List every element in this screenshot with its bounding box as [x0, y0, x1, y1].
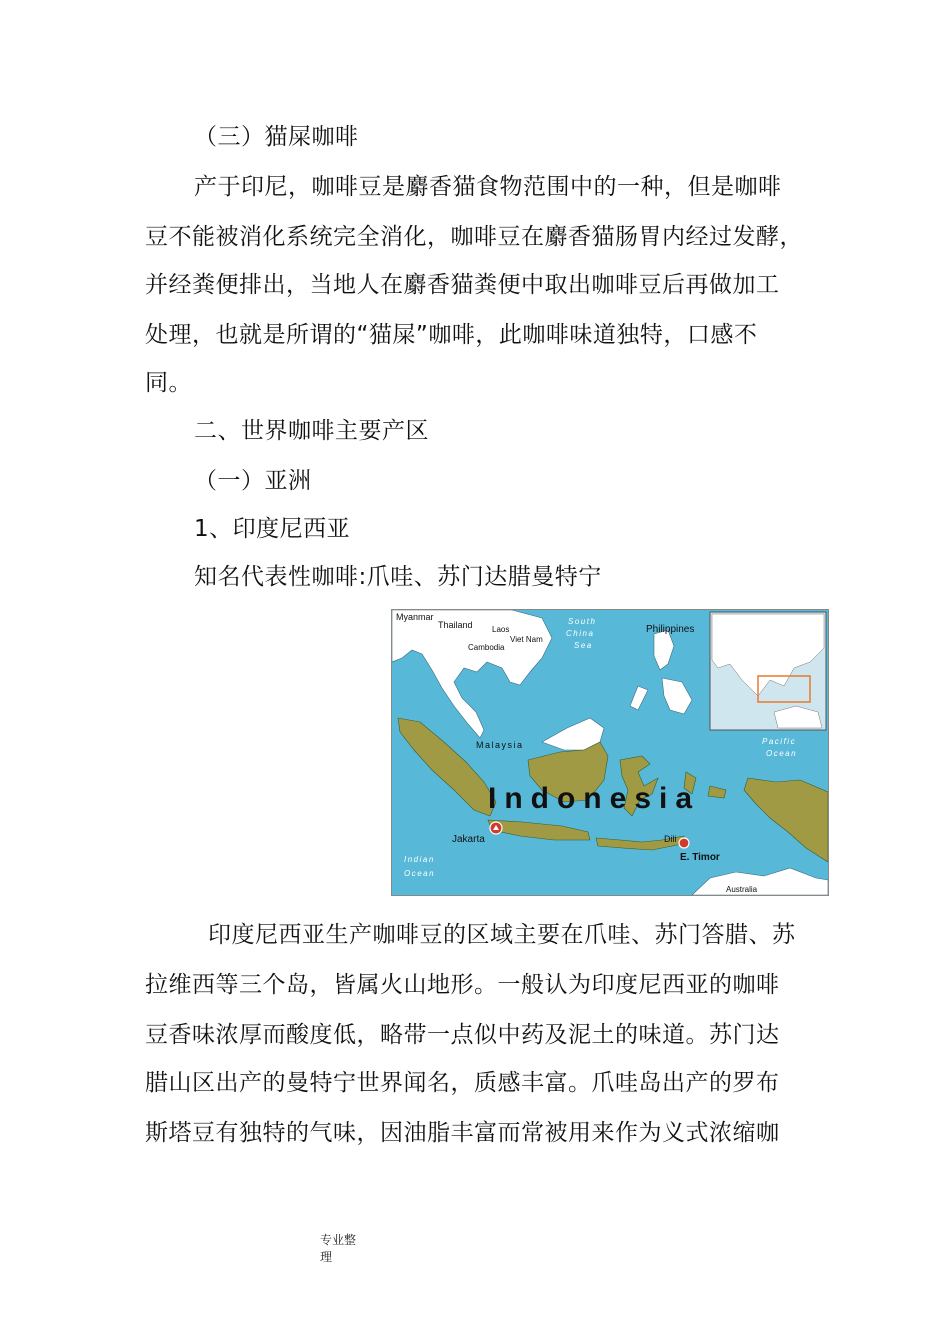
- label-south-china-sea: China: [566, 629, 595, 638]
- label-south-china-sea: South: [568, 617, 597, 626]
- paragraph-line: 豆香味浓厚而酸度低，略带一点似中药及泥土的味道。苏门达: [145, 1022, 780, 1048]
- label-vietnam: Viet Nam: [510, 635, 543, 644]
- label-malaysia: Malaysia: [476, 740, 524, 750]
- label-dili: Dili: [664, 834, 677, 844]
- paragraph-line: 同。: [145, 370, 192, 396]
- label-indonesia: Indonesia: [488, 782, 701, 815]
- section-heading: （三）猫屎咖啡: [194, 124, 359, 150]
- indonesia-map: [391, 609, 829, 896]
- label-e-timor: E. Timor: [680, 852, 720, 863]
- label-indian-ocean: Indian: [404, 855, 435, 864]
- label-pacific-ocean: Pacific: [762, 737, 797, 746]
- label-thailand: Thailand: [438, 620, 473, 630]
- label-laos: Laos: [492, 625, 510, 634]
- label-australia: Australia: [726, 885, 758, 894]
- paragraph-line: 处理，也就是所谓的“猫屎”咖啡，此咖啡味道独特，口感不: [145, 322, 758, 348]
- jakarta-marker: [490, 822, 502, 834]
- item-heading: 1、印度尼西亚: [194, 516, 351, 542]
- paragraph-line: 印度尼西亚生产咖啡豆的区域主要在爪哇、苏门答腊、苏: [208, 922, 796, 948]
- paragraph-line: 腊山区出产的曼特宁世界闻名，质感丰富。爪哇岛出产的罗布: [145, 1070, 780, 1096]
- chapter-heading: 二、世界咖啡主要产区: [194, 418, 429, 444]
- label-jakarta: Jakarta: [452, 834, 485, 845]
- label-myanmar: Myanmar: [396, 612, 434, 622]
- dili-marker: [679, 838, 689, 848]
- label-cambodia: Cambodia: [468, 643, 505, 652]
- known-coffee-line: 知名代表性咖啡:爪哇、苏门达腊曼特宁: [194, 564, 602, 590]
- paragraph-line: 产于印尼，咖啡豆是麝香猫食物范围中的一种，但是咖啡: [194, 174, 782, 200]
- footer-line: 专业整: [320, 1233, 357, 1247]
- label-philippines: Philippines: [646, 624, 695, 635]
- paragraph-line: 并经粪便排出，当地人在麝香猫粪便中取出咖啡豆后再做加工: [145, 272, 780, 298]
- footer-line: 理: [320, 1250, 333, 1264]
- label-indian-ocean: Ocean: [404, 869, 436, 878]
- sub-heading: （一）亚洲: [194, 468, 312, 494]
- label-pacific-ocean: Ocean: [766, 749, 798, 758]
- paragraph-line: 斯塔豆有独特的气味，因油脂丰富而常被用来作为义式浓缩咖: [145, 1120, 780, 1146]
- paragraph-line: 拉维西等三个岛，皆属火山地形。一般认为印度尼西亚的咖啡: [145, 972, 780, 998]
- page-footer: [320, 1232, 356, 1266]
- label-south-china-sea: Sea: [574, 641, 593, 650]
- paragraph-line: 豆不能被消化系统完全消化，咖啡豆在麝香猫肠胃内经过发酵，: [145, 224, 803, 250]
